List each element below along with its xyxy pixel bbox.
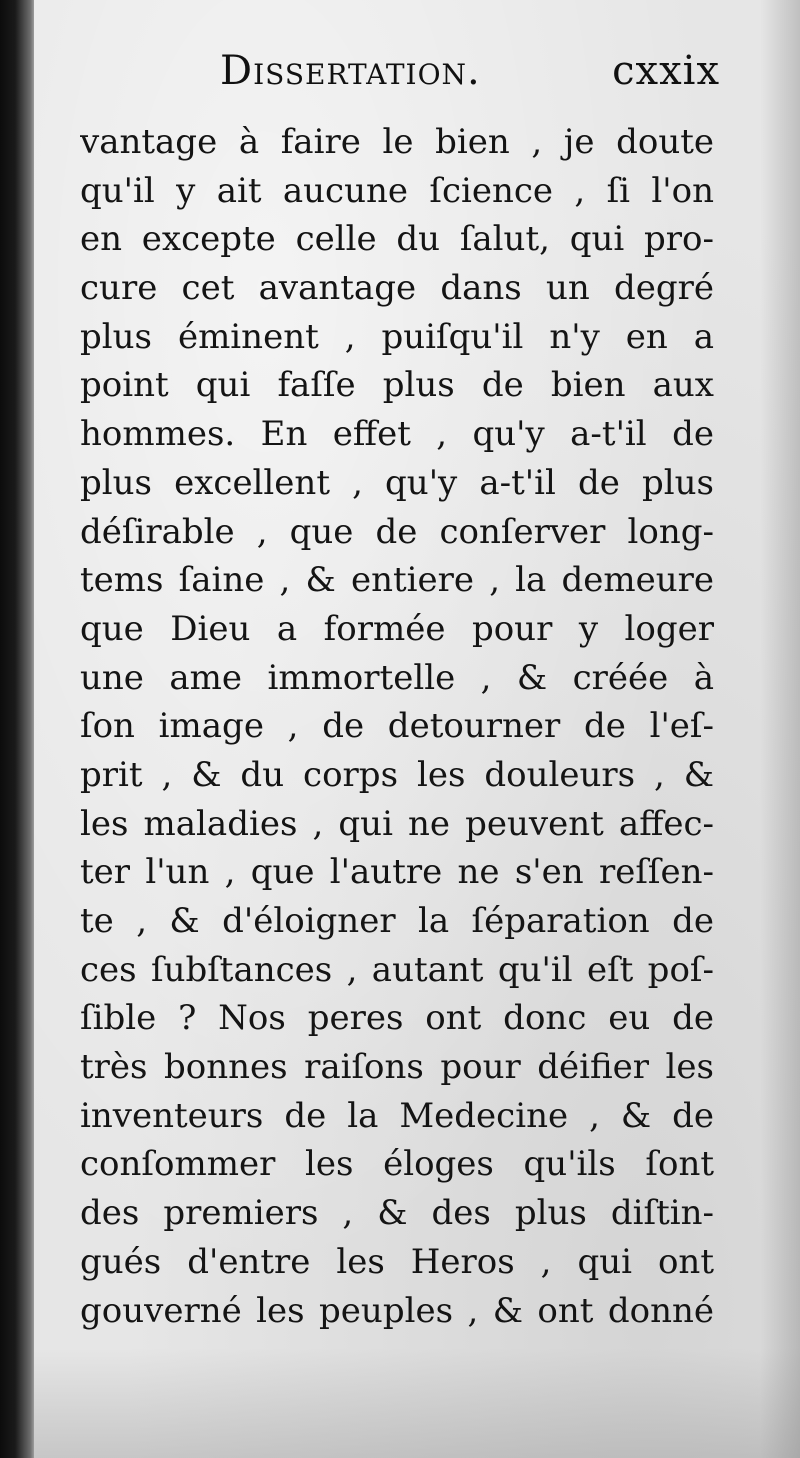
text-line: vantage à faire le bien , je doute [80, 122, 714, 162]
page-number: cxxix [612, 48, 720, 94]
text-line: ſible ? Nos peres ont donc eu de [80, 998, 714, 1039]
text-line: conſommer les éloges qu'ils ſont [80, 1144, 714, 1185]
text-line: que Dieu a formée pour y loger [80, 608, 714, 649]
text-line: inventeurs de la Medecine , & de [80, 1095, 714, 1136]
text-line: hommes. En effet , qu'y a-t'il de [80, 414, 714, 455]
text-line: gouverné les peuples , & ont donné [80, 1290, 714, 1331]
page-shadow-bottom [34, 1348, 800, 1458]
body-text [80, 118, 714, 1335]
text-line: tems ſaine , & entiere , la demeure [80, 560, 714, 601]
text-line: gués d'entre les Heros , qui ont [80, 1241, 714, 1282]
running-title: Dissertation. [220, 48, 481, 94]
page-header [220, 48, 720, 108]
text-line: plus excellent , qu'y a-t'il de plus [80, 462, 714, 503]
text-line: cure cet avantage dans un degré [80, 268, 714, 309]
text-line: des premiers , & des plus diſtin- [80, 1193, 714, 1234]
text-line: qu'il y ait aucune ſcience , ſi l'on [80, 170, 714, 211]
text-line: ter l'un , que l'autre ne s'en reſſen- [80, 852, 714, 893]
text-line: les maladies , qui ne peuvent affec- [80, 803, 714, 844]
text-line: déſirable , que de conſerver long- [80, 511, 714, 552]
text-line: très bonnes raiſons pour déifier les [80, 1047, 714, 1088]
page-shadow-right [760, 0, 800, 1458]
text-line: point qui faſſe plus de bien aux [80, 365, 714, 406]
text-line: ces ſubſtances , autant qu'il eſt poſ- [80, 949, 714, 990]
text-line: ſon image , de detourner de l'eſ- [80, 706, 714, 747]
text-line: prit , & du corps les douleurs , & [80, 754, 714, 795]
text-line: en excepte celle du ſalut, qui pro- [80, 219, 714, 260]
scan-border [0, 0, 38, 1458]
text-line: une ame immortelle , & créée à [80, 657, 714, 698]
text-line: plus éminent , puiſqu'il n'y en a [80, 316, 714, 357]
text-line: te , & d'éloigner la ſéparation de [80, 901, 714, 941]
